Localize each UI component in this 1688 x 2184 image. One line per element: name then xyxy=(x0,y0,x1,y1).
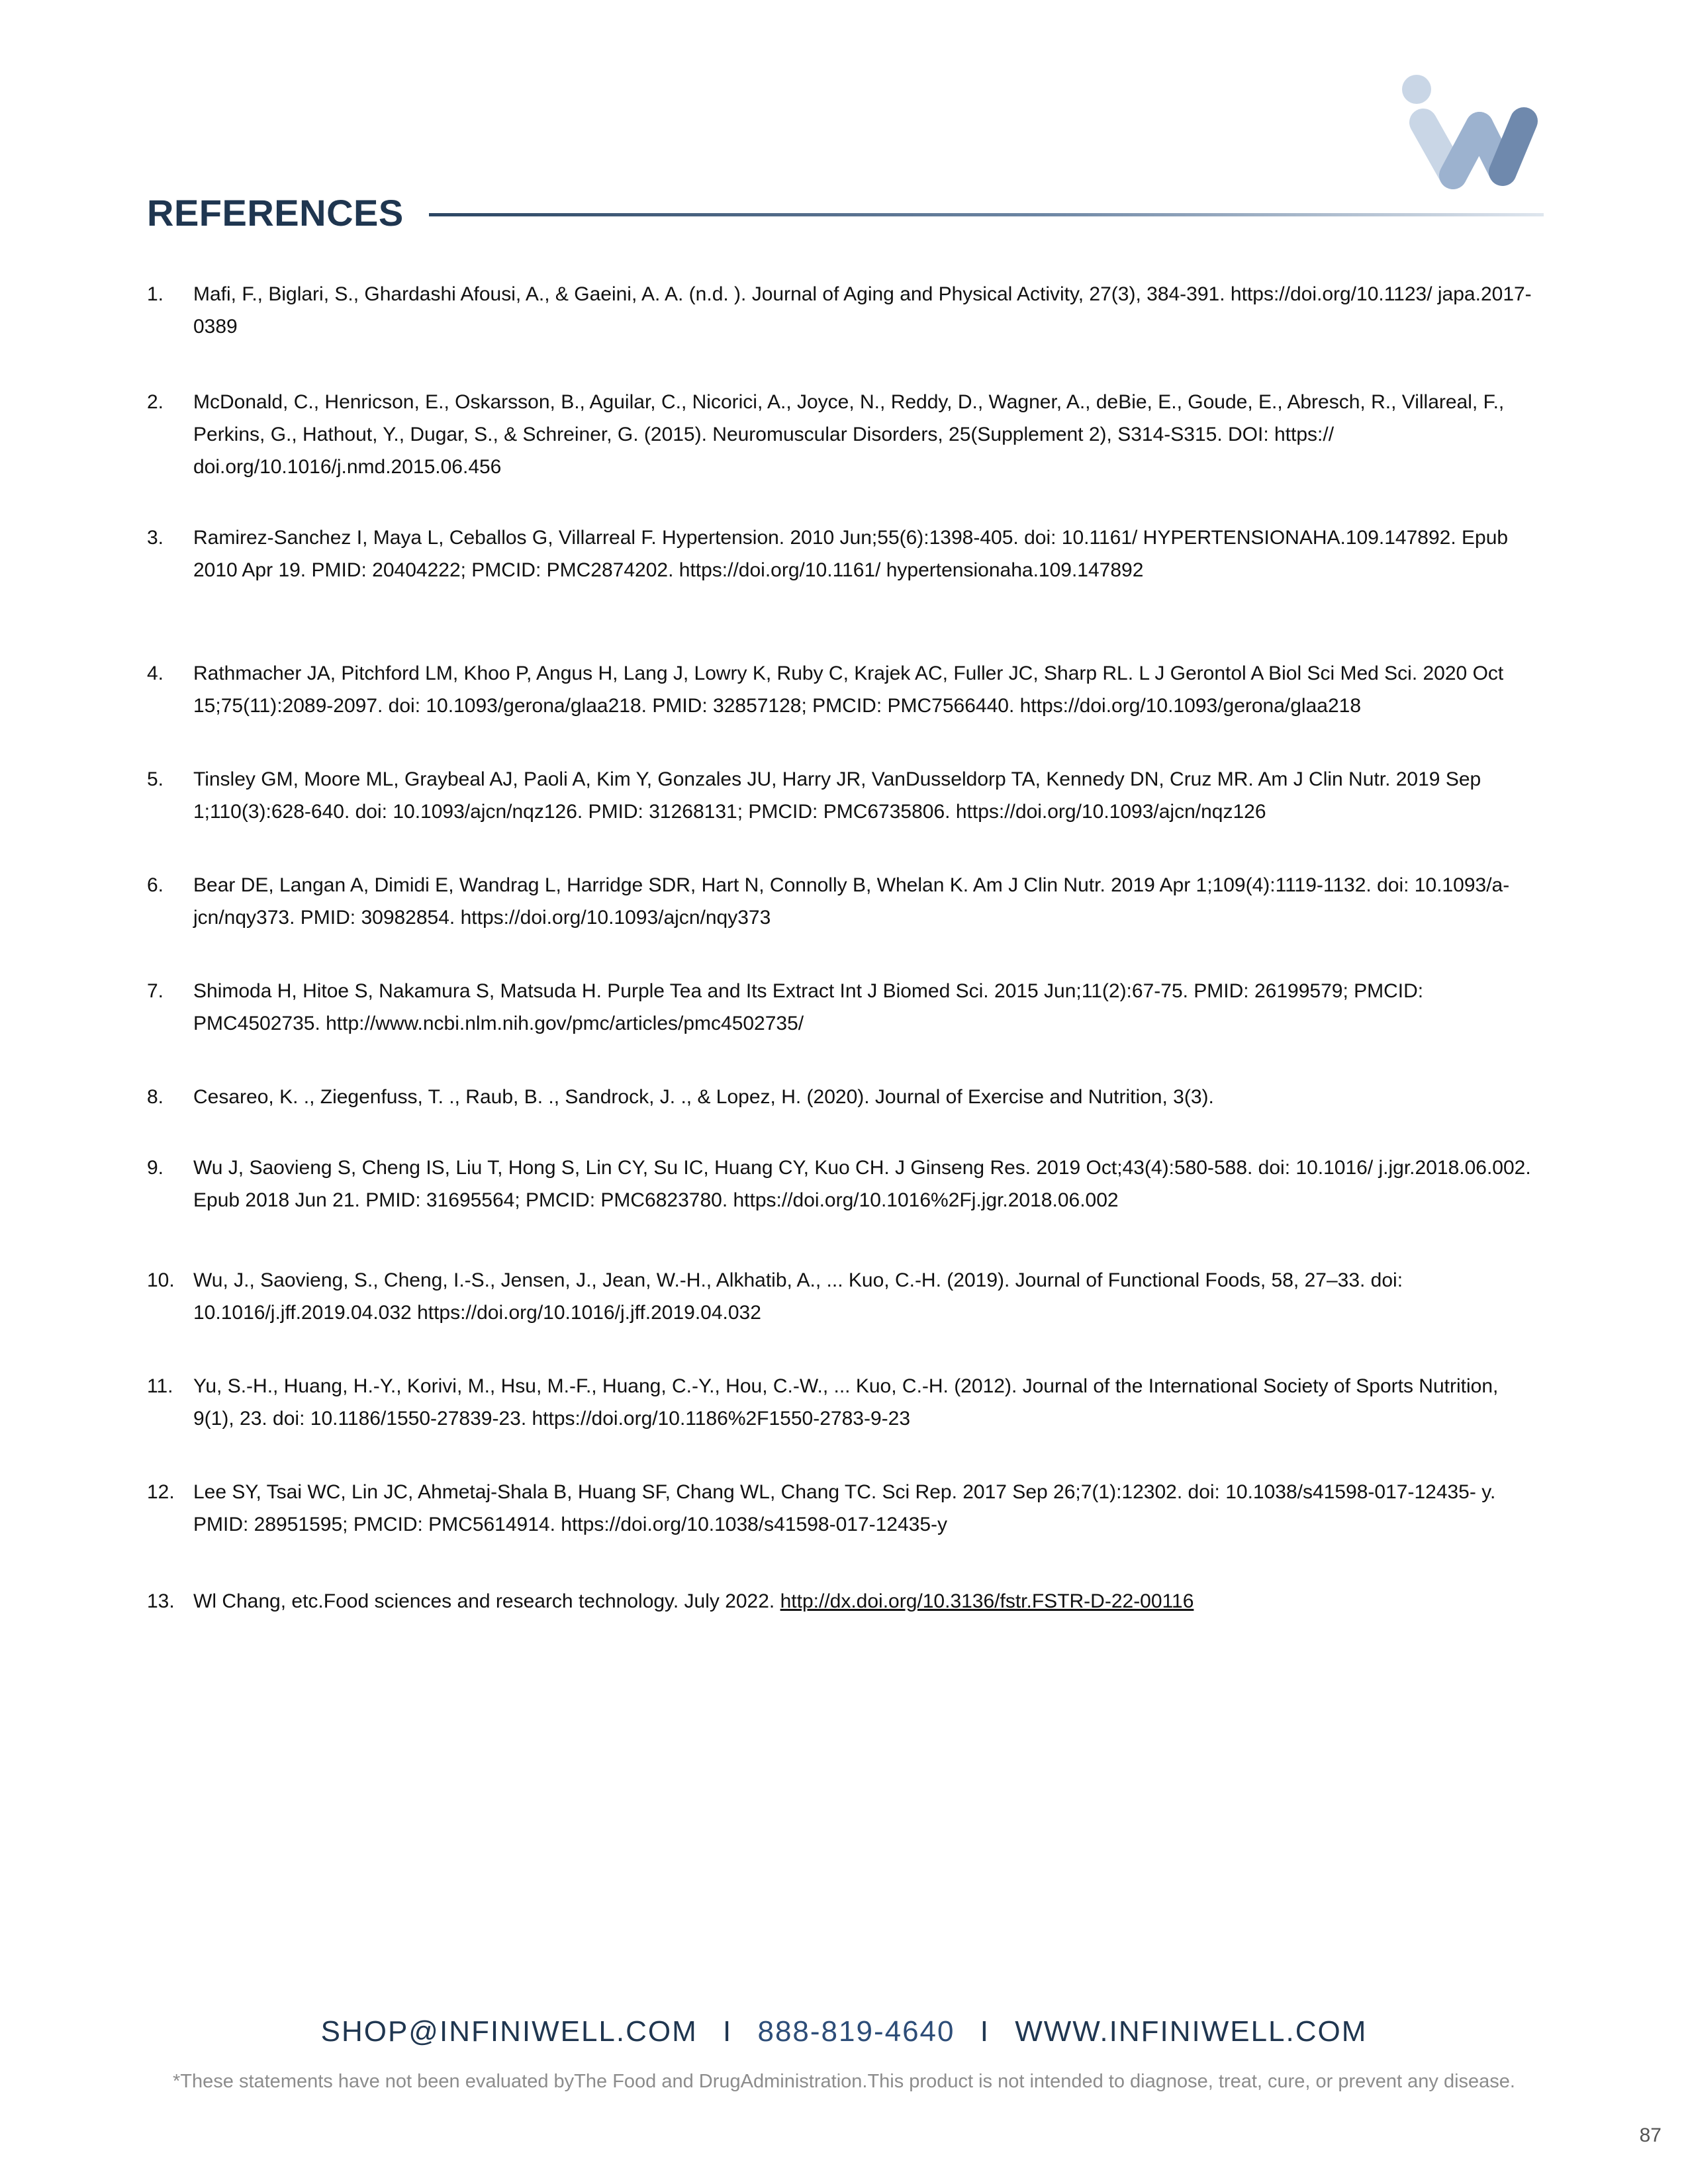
reference-text: Shimoda H, Hitoe S, Nakamura S, Matsuda H. Purple Tea and Its Extract Int J Biomed Sci. 2015 Jun;11(2):67-75. PMID: 26199579; PMCID: PMC4502735. http://www.ncbi.nlm.nih.gov/pmc/articles/pmc4502735/ xyxy=(193,980,1424,1034)
reference-text xyxy=(193,1585,1544,1617)
reference-text: Wu, J., Saovieng, S., Cheng, I.-S., Jensen, J., Jean, W.-H., Alkhatib, A., ... Kuo, C.-H. (2019). Journal of Functional Foods, 58, 27–33. doi: 10.1016/j.jff.2019.04.032 https://doi.org/10.1016/j.jff.2019.04.032 xyxy=(193,1269,1403,1324)
email-link[interactable]: SHOP@INFINIWELL.COM xyxy=(320,2015,698,2048)
reference-text: Wu J, Saovieng S, Cheng IS, Liu T, Hong S, Lin CY, Su IC, Huang CY, Kuo CH. J Ginseng Res. 2019 Oct;43(4):580-588. doi: 10.1016/ j.jgr.2018.06.002. Epub 2018 Jun 21. PMID: 31695564; PMCID: PMC6823780. https://doi.org/10.1016%2Fj.jgr.2018.06.002 xyxy=(193,1157,1531,1211)
reference-text: Mafi, F., Biglari, S., Ghardashi Afousi, A., & Gaeini, A. A. (n.d. ). Journal of Aging and Physical Activity, 27(3), 384-391. https://doi.org/10.1123/ japa.2017-0389 xyxy=(193,283,1532,338)
title-divider xyxy=(429,213,1544,216)
footer-separator: I xyxy=(723,2015,733,2048)
reference-link[interactable]: http://dx.doi.org/10.3136/fstr.FSTR-D-22-00116 xyxy=(780,1590,1194,1612)
reference-number: 2. xyxy=(147,391,164,413)
reference-number: 12. xyxy=(147,1481,175,1503)
reference-number: 4. xyxy=(147,662,164,684)
website-link[interactable]: WWW.INFINIWELL.COM xyxy=(1015,2015,1368,2048)
reference-number: 1. xyxy=(147,283,164,305)
reference-number: 6. xyxy=(147,874,164,896)
phone-link[interactable]: 888-819-4640 xyxy=(757,2015,955,2048)
reference-text: Ramirez-Sanchez I, Maya L, Ceballos G, Villarreal F. Hypertension. 2010 Jun;55(6):1398-405. doi: 10.1161/ HYPERTENSIONAHA.109.147892. Epub 2010 Apr 19. PMID: 20404222; PMCID: PMC2874202. https://doi.org/10.1161/ hypertensionaha.109.147892 xyxy=(193,527,1509,581)
reference-text: Cesareo, K. ., Ziegenfuss, T. ., Raub, B. ., Sandrock, J. ., & Lopez, H. (2020). Journal of Exercise and Nutrition, 3(3). xyxy=(193,1086,1214,1108)
footer-contact xyxy=(0,2012,1688,2052)
reference-number: 11. xyxy=(147,1375,173,1397)
page-number: 87 xyxy=(1639,2124,1662,2146)
reference-number: 10. xyxy=(147,1269,175,1291)
reference-number: 9. xyxy=(147,1157,164,1179)
reference-text: Lee SY, Tsai WC, Lin JC, Ahmetaj-Shala B, Huang SF, Chang WL, Chang TC. Sci Rep. 2017 Sep 26;7(1):12302. doi: 10.1038/s41598-017-12435- y. PMID: 28951595; PMCID: PMC5614914. https://doi.org/10.1038/s41598-017-12435-y xyxy=(193,1481,1496,1535)
reference-text: Rathmacher JA, Pitchford LM, Khoo P, Angus H, Lang J, Lowry K, Ruby C, Krajek AC, Fuller JC, Sharp RL. L J Gerontol A Biol Sci Med Sci. 2020 Oct 15;75(11):2089-2097. doi: 10.1093/gerona/glaa218. PMID: 32857128; PMCID: PMC7566440. https://doi.org/10.1093/gerona/glaa218 xyxy=(193,662,1504,717)
infiniwell-logo-icon xyxy=(1397,69,1546,192)
reference-text-body: Wl Chang, etc.Food sciences and research technology. July 2022. xyxy=(193,1590,780,1612)
reference-number: 13. xyxy=(147,1590,175,1612)
page-title: REFERENCES xyxy=(147,192,404,234)
references-header xyxy=(147,187,1544,240)
reference-number: 7. xyxy=(147,980,164,1002)
reference-text: Tinsley GM, Moore ML, Graybeal AJ, Paoli A, Kim Y, Gonzales JU, Harry JR, VanDusseldorp TA, Kennedy DN, Cruz MR. Am J Clin Nutr. 2019 Sep 1;110(3):628-640. doi: 10.1093/ajcn/nqz126. PMID: 31268131; PMCID: PMC6735806. https://doi.org/10.1093/ajcn/nqz126 xyxy=(193,768,1481,823)
reference-text: Yu, S.-H., Huang, H.-Y., Korivi, M., Hsu, M.-F., Huang, C.-Y., Hou, C.-W., ... Kuo, C.-H. (2012). Journal of the International Society of Sports Nutrition, 9(1), 23. doi: 10.1186/1550-27839-23. https://doi.org/10.1186%2F1550-2783-9-23 xyxy=(193,1375,1499,1430)
reference-text: Bear DE, Langan A, Dimidi E, Wandrag L, Harridge SDR, Hart N, Connolly B, Whelan K. Am J Clin Nutr. 2019 Apr 1;109(4):1119-1132. doi: 10.1093/a- jcn/nqy373. PMID: 30982854. https://doi.org/10.1093/ajcn/nqy373 xyxy=(193,874,1510,929)
reference-number: 3. xyxy=(147,527,164,549)
reference-number: 8. xyxy=(147,1086,164,1108)
footer-separator: I xyxy=(980,2015,990,2048)
fda-disclaimer: *These statements have not been evaluated byThe Food and DrugAdministration.This product is not intended to diagnose, treat, cure, or prevent any disease. xyxy=(173,2071,1515,2092)
reference-number: 5. xyxy=(147,768,164,790)
reference-text: McDonald, C., Henricson, E., Oskarsson, B., Aguilar, C., Nicorici, A., Joyce, N., Reddy, D., Wagner, A., deBie, E., Goude, E., Abresch, R., Villareal, F., Perkins, G., Hathout, Y., Dugar, S., & Schreiner, G. (2015). Neuromuscular Disorders, 25(Supplement 2), S314-S315. DOI: https:// doi.org/10.1016/j.nmd.2015.06.456 xyxy=(193,391,1505,478)
